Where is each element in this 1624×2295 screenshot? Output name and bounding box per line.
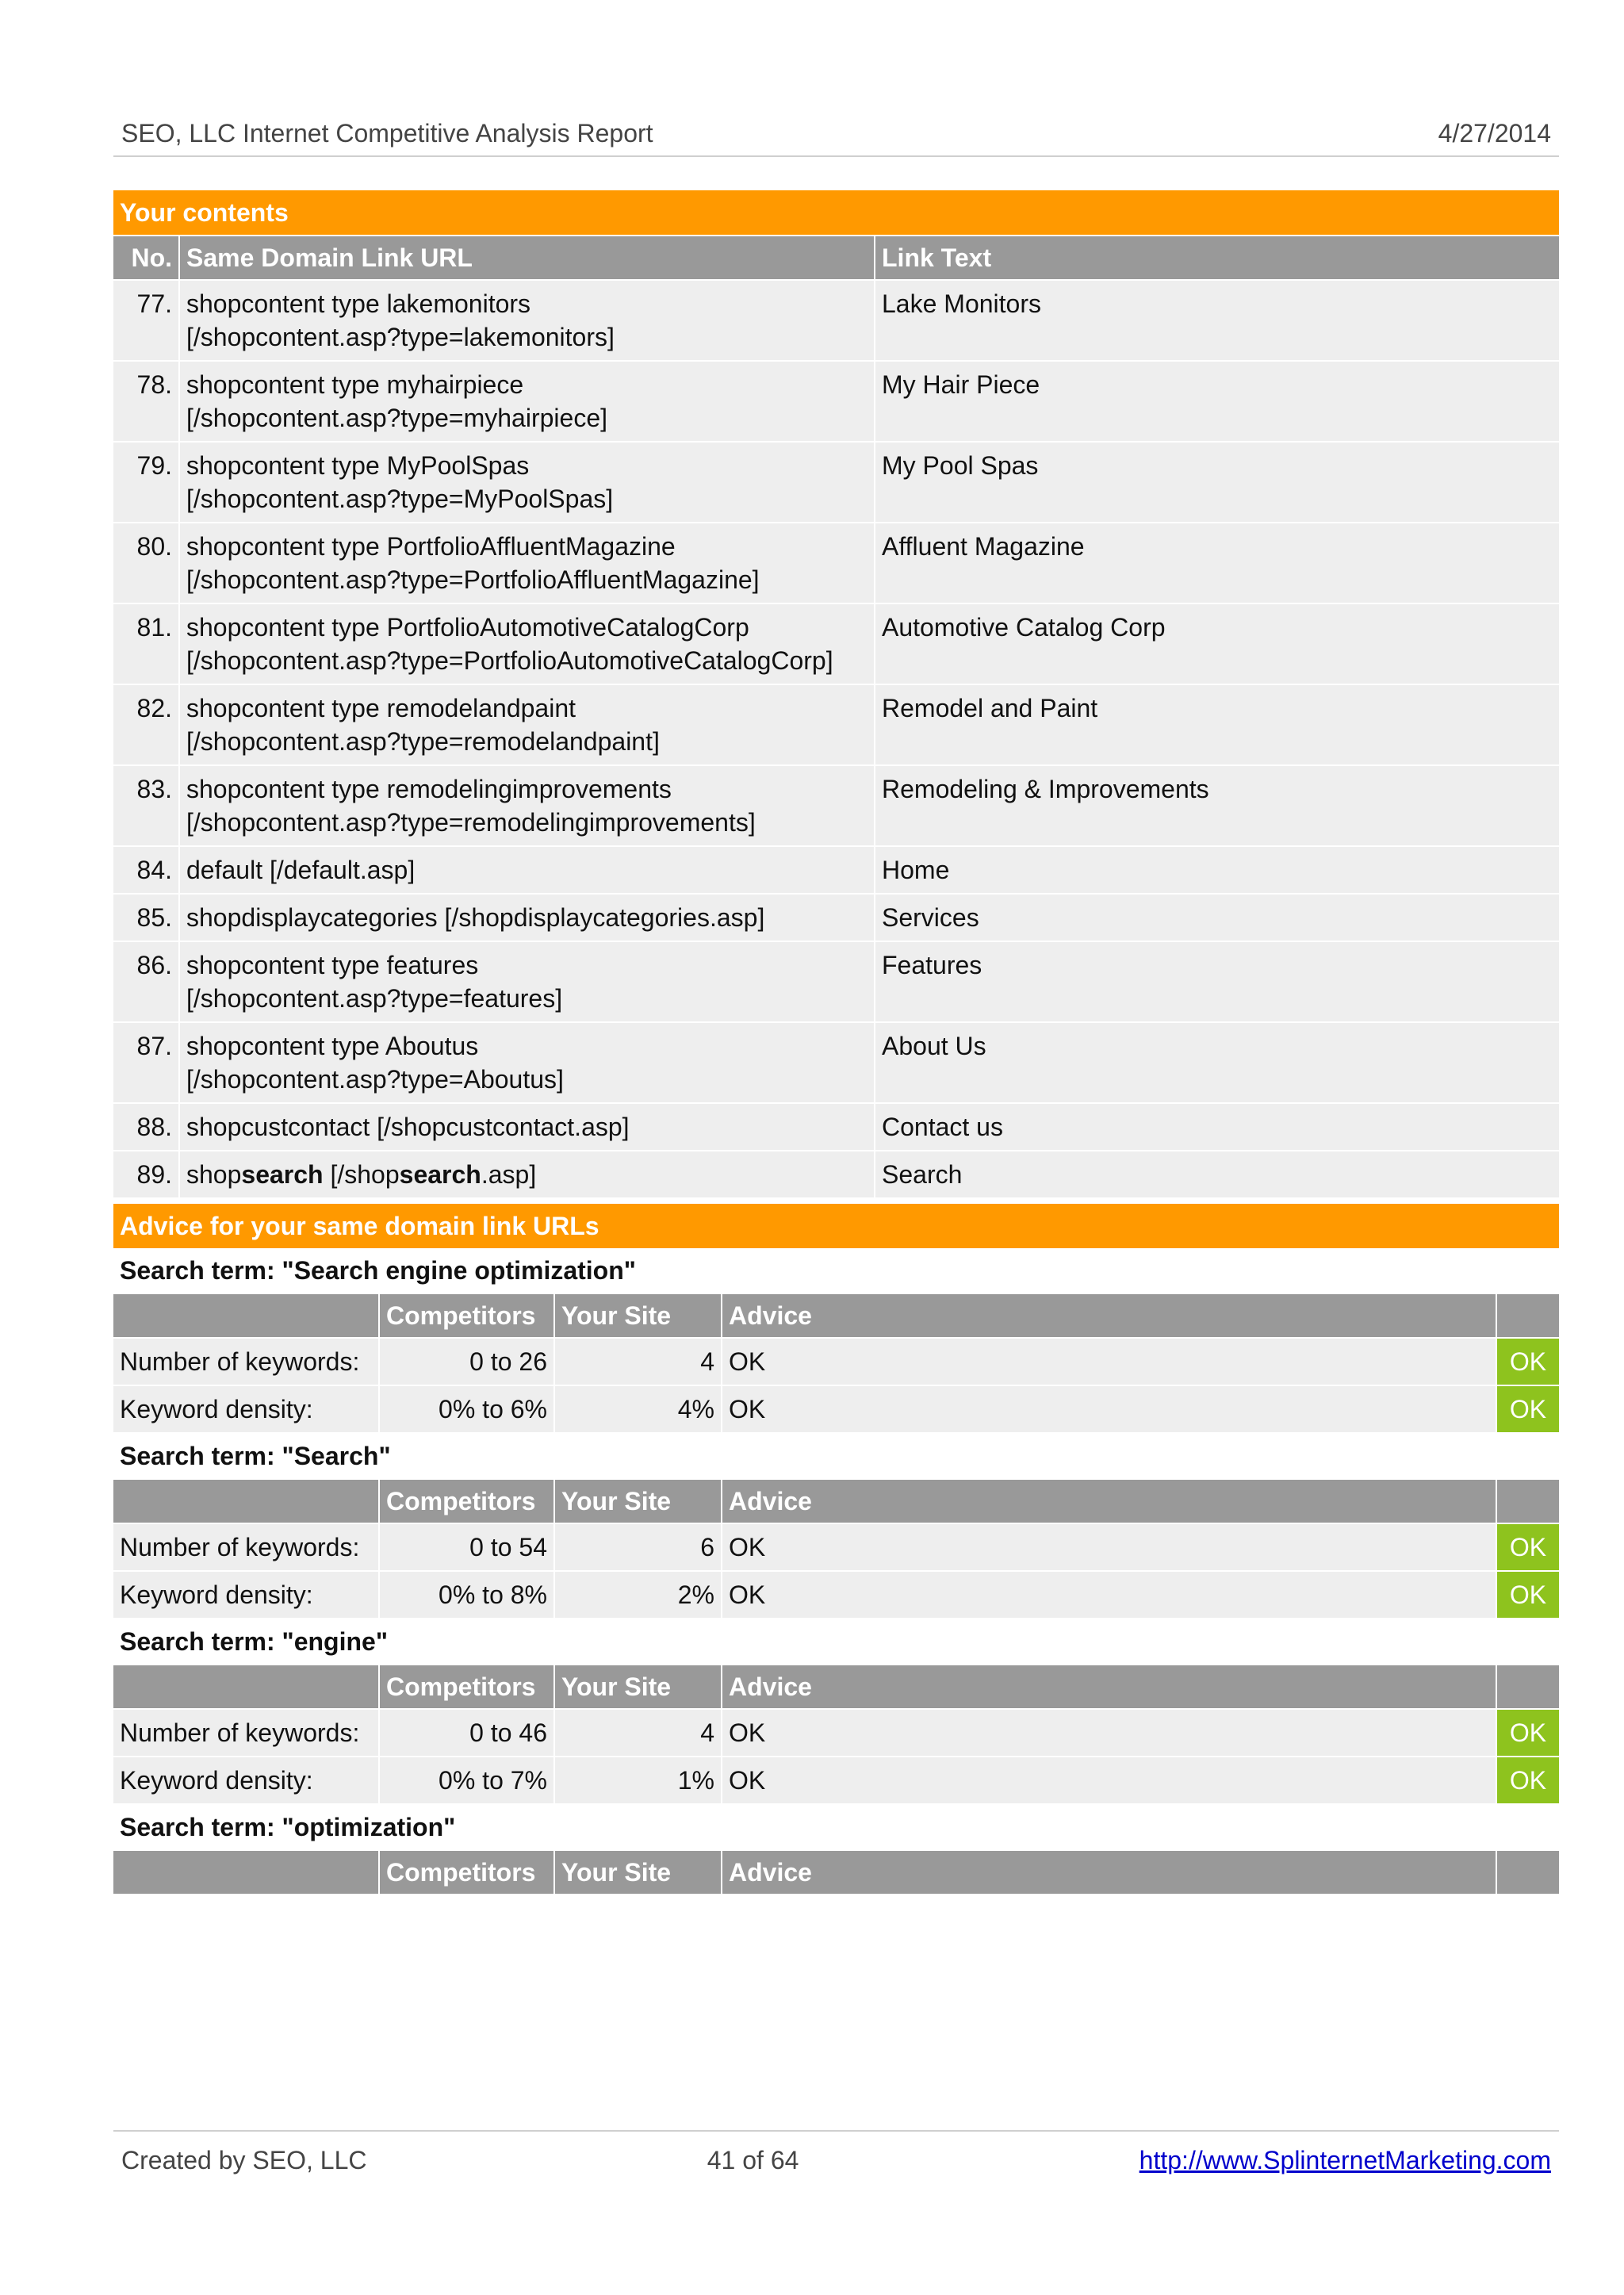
row-url-name: shopcontent type MyPoolSpas bbox=[186, 451, 530, 480]
competitors-value: 0 to 54 bbox=[380, 1524, 553, 1570]
status-badge: OK bbox=[1497, 1339, 1559, 1385]
highlight-keyword: search bbox=[241, 1160, 324, 1189]
status-badge: OK bbox=[1497, 1572, 1559, 1618]
your-site-value: 6 bbox=[555, 1524, 721, 1570]
table-row bbox=[113, 604, 1559, 684]
table-row bbox=[113, 1386, 1559, 1432]
status-badge: OK bbox=[1497, 1710, 1559, 1756]
row-url-name: shopcontent type PortfolioAutomotiveCatalogCorp bbox=[186, 613, 749, 642]
your-site-value: 4 bbox=[555, 1710, 721, 1756]
footer-created: Created by SEO, LLC bbox=[121, 2146, 367, 2174]
row-url-name: shopcontent type remodelingimprovements bbox=[186, 775, 672, 803]
col-competitors-header: Competitors bbox=[380, 1851, 553, 1894]
row-url bbox=[180, 523, 874, 603]
col-metric-header bbox=[113, 1294, 378, 1337]
col-metric-header bbox=[113, 1851, 378, 1894]
row-url-name: shopcontent type myhairpiece bbox=[186, 370, 524, 399]
row-number: 88. bbox=[113, 1104, 178, 1150]
row-url bbox=[180, 281, 874, 360]
search-term-label: Search term: "Search engine optimization" bbox=[120, 1256, 636, 1285]
col-text-header: Link Text bbox=[875, 236, 1559, 279]
footer-website-link[interactable]: http://www.SplinternetMarketing.com bbox=[1139, 2146, 1551, 2174]
row-link-text: Services bbox=[875, 895, 1559, 941]
row-number: 85. bbox=[113, 895, 178, 941]
row-link-text: My Hair Piece bbox=[875, 362, 1559, 441]
report-date: 4/27/2014 bbox=[1438, 119, 1551, 148]
row-url-part: [/shop bbox=[323, 1160, 400, 1189]
table-row bbox=[113, 1151, 1559, 1197]
row-url-path: [/shopcontent.asp?type=PortfolioAffluentMagazine] bbox=[186, 565, 760, 594]
row-url bbox=[180, 1023, 874, 1102]
row-url-name: default [/default.asp] bbox=[186, 856, 416, 884]
row-link-text: Home bbox=[875, 847, 1559, 893]
row-url-path: [/shopcontent.asp?type=remodelandpaint] bbox=[186, 727, 660, 756]
metric-label: Number of keywords: bbox=[113, 1710, 378, 1756]
col-advice-header: Advice bbox=[722, 1665, 1496, 1708]
col-status-header bbox=[1497, 1480, 1559, 1523]
row-url-name: shopcustcontact [/shopcustcontact.asp] bbox=[186, 1113, 630, 1141]
advice-text: OK bbox=[722, 1757, 1496, 1803]
row-url bbox=[180, 895, 874, 941]
row-number: 86. bbox=[113, 942, 178, 1021]
table-row bbox=[113, 443, 1559, 522]
advice-header-row bbox=[113, 1480, 1559, 1523]
row-number: 81. bbox=[113, 604, 178, 684]
row-link-text: Remodel and Paint bbox=[875, 685, 1559, 764]
col-competitors-header: Competitors bbox=[380, 1294, 553, 1337]
advice-header-row bbox=[113, 1294, 1559, 1337]
row-number: 78. bbox=[113, 362, 178, 441]
row-url-path: [/shopcontent.asp?type=myhairpiece] bbox=[186, 404, 607, 432]
col-site-header: Your Site bbox=[555, 1665, 721, 1708]
report-title: SEO, LLC Internet Competitive Analysis Report bbox=[121, 119, 653, 148]
advice-text: OK bbox=[722, 1386, 1496, 1432]
col-url-header: Same Domain Link URL bbox=[180, 236, 874, 279]
row-url-name: shopcontent type Aboutus bbox=[186, 1032, 479, 1060]
col-status-header bbox=[1497, 1665, 1559, 1708]
row-url bbox=[180, 766, 874, 845]
search-term-label: Search term: "optimization" bbox=[120, 1813, 456, 1841]
row-url bbox=[180, 604, 874, 684]
table-row bbox=[113, 895, 1559, 941]
table-row bbox=[113, 1023, 1559, 1102]
table-row bbox=[113, 847, 1559, 893]
row-url bbox=[180, 685, 874, 764]
advice-header-row bbox=[113, 1851, 1559, 1894]
advice-text: OK bbox=[722, 1710, 1496, 1756]
col-metric-header bbox=[113, 1480, 378, 1523]
table-row bbox=[113, 1710, 1559, 1756]
col-site-header: Your Site bbox=[555, 1294, 721, 1337]
highlight-keyword: search bbox=[399, 1160, 481, 1189]
table-row bbox=[113, 1572, 1559, 1618]
col-advice-header: Advice bbox=[722, 1294, 1496, 1337]
contents-section bbox=[113, 190, 1559, 1199]
row-link-text: Search bbox=[875, 1151, 1559, 1197]
row-url-path: [/shopcontent.asp?type=lakemonitors] bbox=[186, 323, 615, 351]
advice-text: OK bbox=[722, 1339, 1496, 1385]
table-row bbox=[113, 1104, 1559, 1150]
advice-table bbox=[112, 1478, 1561, 1619]
contents-table bbox=[112, 235, 1561, 1199]
row-url bbox=[180, 847, 874, 893]
row-number: 79. bbox=[113, 443, 178, 522]
col-site-header: Your Site bbox=[555, 1851, 721, 1894]
row-link-text: Affluent Magazine bbox=[875, 523, 1559, 603]
contents-header-row bbox=[113, 236, 1559, 279]
col-site-header: Your Site bbox=[555, 1480, 721, 1523]
your-site-value: 4% bbox=[555, 1386, 721, 1432]
table-row bbox=[113, 766, 1559, 845]
row-link-text: Contact us bbox=[875, 1104, 1559, 1150]
row-number: 87. bbox=[113, 1023, 178, 1102]
row-url bbox=[180, 362, 874, 441]
competitors-value: 0% to 6% bbox=[380, 1386, 553, 1432]
col-status-header bbox=[1497, 1851, 1559, 1894]
metric-label: Keyword density: bbox=[113, 1757, 378, 1803]
table-row bbox=[113, 281, 1559, 360]
row-url-part: .asp] bbox=[481, 1160, 537, 1189]
footer-page-number: 41 of 64 bbox=[707, 2146, 799, 2174]
row-number: 83. bbox=[113, 766, 178, 845]
row-link-text: Lake Monitors bbox=[875, 281, 1559, 360]
competitors-value: 0% to 8% bbox=[380, 1572, 553, 1618]
metric-label: Number of keywords: bbox=[113, 1524, 378, 1570]
status-badge: OK bbox=[1497, 1386, 1559, 1432]
competitors-value: 0% to 7% bbox=[380, 1757, 553, 1803]
advice-table bbox=[112, 1293, 1561, 1434]
competitors-value: 0 to 46 bbox=[380, 1710, 553, 1756]
advice-table bbox=[112, 1849, 1561, 1895]
col-advice-header: Advice bbox=[722, 1851, 1496, 1894]
search-term-label: Search term: "engine" bbox=[120, 1627, 388, 1656]
contents-section-title: Your contents bbox=[113, 190, 1559, 235]
table-row bbox=[113, 942, 1559, 1021]
col-no-header: No. bbox=[113, 236, 178, 279]
advice-section-title: Advice for your same domain link URLs bbox=[113, 1204, 1559, 1248]
row-number: 80. bbox=[113, 523, 178, 603]
col-competitors-header: Competitors bbox=[380, 1480, 553, 1523]
row-url-path: [/shopcontent.asp?type=PortfolioAutomotiveCatalogCorp] bbox=[186, 646, 833, 675]
row-url-name: shopcontent type features bbox=[186, 951, 479, 979]
col-status-header bbox=[1497, 1294, 1559, 1337]
status-badge: OK bbox=[1497, 1757, 1559, 1803]
row-url bbox=[180, 1104, 874, 1150]
row-url bbox=[180, 443, 874, 522]
table-row bbox=[113, 685, 1559, 764]
col-advice-header: Advice bbox=[722, 1480, 1496, 1523]
row-url-path: [/shopcontent.asp?type=Aboutus] bbox=[186, 1065, 564, 1094]
row-url-path: [/shopcontent.asp?type=MyPoolSpas] bbox=[186, 485, 614, 513]
row-url-path: [/shopcontent.asp?type=features] bbox=[186, 984, 563, 1013]
advice-table bbox=[112, 1664, 1561, 1805]
advice-text: OK bbox=[722, 1524, 1496, 1570]
row-link-text: Automotive Catalog Corp bbox=[875, 604, 1559, 684]
table-row bbox=[113, 1524, 1559, 1570]
row-number: 89. bbox=[113, 1151, 178, 1197]
table-row bbox=[113, 1339, 1559, 1385]
table-row bbox=[113, 1757, 1559, 1803]
row-url-path: [/shopcontent.asp?type=remodelingimprovements] bbox=[186, 808, 756, 837]
table-row bbox=[113, 523, 1559, 603]
col-competitors-header: Competitors bbox=[380, 1665, 553, 1708]
your-site-value: 1% bbox=[555, 1757, 721, 1803]
row-url-name: shopcontent type lakemonitors bbox=[186, 289, 531, 318]
advice-text: OK bbox=[722, 1572, 1496, 1618]
competitors-value: 0 to 26 bbox=[380, 1339, 553, 1385]
advice-section bbox=[113, 1204, 1559, 1895]
row-url bbox=[180, 942, 874, 1021]
row-number: 77. bbox=[113, 281, 178, 360]
status-badge: OK bbox=[1497, 1524, 1559, 1570]
your-site-value: 2% bbox=[555, 1572, 721, 1618]
search-term-label: Search term: "Search" bbox=[120, 1442, 391, 1470]
row-link-text: Features bbox=[875, 942, 1559, 1021]
row-url-name: shopdisplaycategories [/shopdisplaycategories.asp] bbox=[186, 903, 765, 932]
row-number: 84. bbox=[113, 847, 178, 893]
advice-header-row bbox=[113, 1665, 1559, 1708]
table-row bbox=[113, 362, 1559, 441]
col-metric-header bbox=[113, 1665, 378, 1708]
row-number: 82. bbox=[113, 685, 178, 764]
row-url-name: shopcontent type remodelandpaint bbox=[186, 694, 576, 722]
metric-label: Keyword density: bbox=[113, 1572, 378, 1618]
row-link-text: About Us bbox=[875, 1023, 1559, 1102]
row-link-text: My Pool Spas bbox=[875, 443, 1559, 522]
row-url-part: shop bbox=[186, 1160, 242, 1189]
page-header bbox=[113, 119, 1559, 157]
metric-label: Number of keywords: bbox=[113, 1339, 378, 1385]
your-site-value: 4 bbox=[555, 1339, 721, 1385]
row-link-text: Remodeling & Improvements bbox=[875, 766, 1559, 845]
row-url bbox=[180, 1151, 874, 1197]
metric-label: Keyword density: bbox=[113, 1386, 378, 1432]
page-footer bbox=[113, 2130, 1559, 2175]
row-url-name: shopcontent type PortfolioAffluentMagazine bbox=[186, 532, 676, 561]
